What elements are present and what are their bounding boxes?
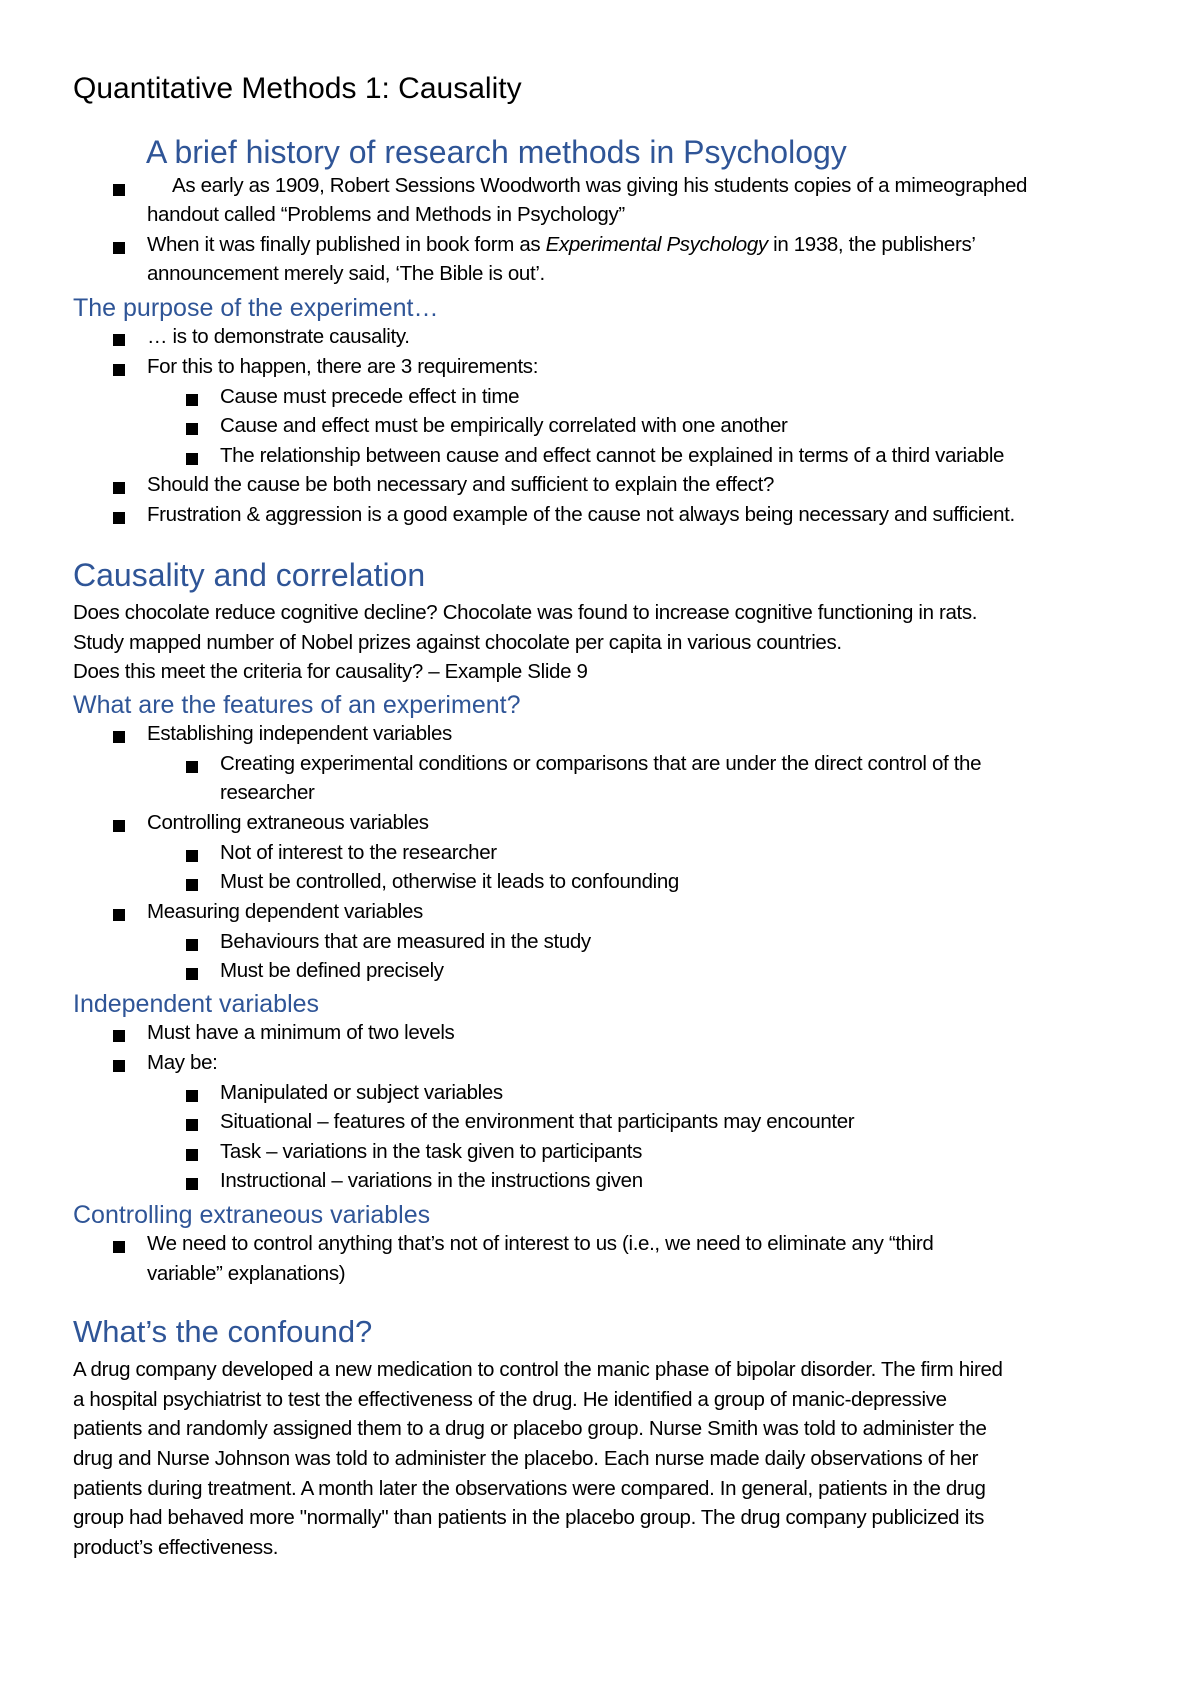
bullet-square-icon — [113, 731, 125, 743]
bullet-square-icon — [186, 1149, 198, 1161]
bullet-square-icon — [186, 850, 198, 862]
confound-line: patients and randomly assigned them to a drug or placebo group. Nurse Smith was told to administer the — [73, 1417, 987, 1440]
bullet-square-icon — [113, 1030, 125, 1042]
confound-line: drug and Nurse Johnson was told to administer the placebo. Each nurse made daily observations of her — [73, 1447, 979, 1470]
bullet-square-icon — [186, 939, 198, 951]
requirement-item: Cause must precede effect in time — [220, 385, 520, 408]
correlation-line: Does this meet the criteria for causality? – Example Slide 9 — [73, 660, 588, 683]
feature-sub-item: Behaviours that are measured in the study — [220, 930, 591, 953]
correlation-heading: Causality and correlation — [73, 557, 426, 593]
history-bullet-1-line-1: As early as 1909, Robert Sessions Woodworth was giving his students copies of a mimeographed — [172, 174, 1028, 197]
history-bullet-1-line-2: handout called “Problems and Methods in Psychology” — [147, 203, 625, 226]
feature-sub-item: Must be defined precisely — [220, 959, 444, 982]
confound-heading: What’s the confound? — [73, 1314, 373, 1349]
correlation-line: Does chocolate reduce cognitive decline? Chocolate was found to increase cognitive functioning in rats. — [73, 601, 978, 624]
confound-line: product’s effectiveness. — [73, 1536, 279, 1559]
bullet-square-icon — [186, 879, 198, 891]
history-bullet-2-line-1: When it was finally published in book form as Experimental Psychology in 1938, the publishers’ — [147, 233, 976, 256]
bullet-square-icon — [186, 968, 198, 980]
bullet-square-icon — [186, 423, 198, 435]
independent-item: May be: — [147, 1051, 218, 1074]
feature-item: Measuring dependent variables — [147, 900, 423, 923]
bullet-square-icon — [113, 242, 125, 254]
confound-line: A drug company developed a new medication to control the manic phase of bipolar disorder. The firm hired — [73, 1358, 1003, 1381]
correlation-line: Study mapped number of Nobel prizes against chocolate per capita in various countries. — [73, 631, 842, 654]
bullet-square-icon — [113, 482, 125, 494]
independent-sub-item: Instructional – variations in the instructions given — [220, 1169, 643, 1192]
purpose-item: Frustration & aggression is a good example of the cause not always being necessary and sufficient. — [147, 503, 1015, 526]
features-heading: What are the features of an experiment? — [73, 691, 521, 719]
bullet-square-icon — [186, 453, 198, 465]
purpose-item: Should the cause be both necessary and sufficient to explain the effect? — [147, 473, 775, 496]
extraneous-heading: Controlling extraneous variables — [73, 1201, 431, 1229]
feature-item: Controlling extraneous variables — [147, 811, 429, 834]
document-title: Quantitative Methods 1: Causality — [73, 72, 522, 105]
bullet-square-icon — [113, 909, 125, 921]
confound-line: a hospital psychiatrist to test the effectiveness of the drug. He identified a group of manic-depressive — [73, 1388, 947, 1411]
feature-sub-item: Must be controlled, otherwise it leads to confounding — [220, 870, 679, 893]
bullet-square-icon — [186, 1178, 198, 1190]
independent-sub-item: Manipulated or subject variables — [220, 1081, 503, 1104]
independent-sub-item: Task – variations in the task given to participants — [220, 1140, 642, 1163]
bullet-square-icon — [186, 1119, 198, 1131]
bullet-square-icon — [113, 364, 125, 376]
feature-sub-item: Creating experimental conditions or comparisons that are under the direct control of the — [220, 752, 982, 775]
bullet-square-icon — [186, 394, 198, 406]
purpose-item: For this to happen, there are 3 requirements: — [147, 355, 539, 378]
independent-sub-item: Situational – features of the environment that participants may encounter — [220, 1110, 855, 1133]
bullet-square-icon — [113, 1060, 125, 1072]
history-heading: A brief history of research methods in Psychology — [146, 134, 847, 170]
requirement-item: Cause and effect must be empirically correlated with one another — [220, 414, 788, 437]
extraneous-line-1: We need to control anything that’s not of interest to us (i.e., we need to eliminate any “third — [147, 1232, 934, 1255]
confound-line: group had behaved more "normally" than patients in the placebo group. The drug company publicized its — [73, 1506, 985, 1529]
independent-heading: Independent variables — [73, 990, 320, 1018]
book-title: Experimental Psychology — [545, 233, 768, 256]
feature-item: Establishing independent variables — [147, 722, 452, 745]
history-bullet-2-line-2: announcement merely said, ‘The Bible is out’. — [147, 262, 545, 285]
confound-line: patients during treatment. A month later the observations were compared. In general, patients in the drug — [73, 1477, 986, 1500]
bullet-square-icon — [113, 334, 125, 346]
bullet-square-icon — [186, 1090, 198, 1102]
independent-item: Must have a minimum of two levels — [147, 1021, 455, 1044]
bullet-square-icon — [113, 512, 125, 524]
requirement-item: The relationship between cause and effect cannot be explained in terms of a third variable — [220, 444, 1005, 467]
purpose-item: … is to demonstrate causality. — [147, 325, 410, 348]
feature-sub-item: Not of interest to the researcher — [220, 841, 497, 864]
purpose-heading: The purpose of the experiment… — [73, 294, 439, 322]
bullet-square-icon — [113, 184, 125, 196]
bullet-square-icon — [186, 761, 198, 773]
feature-sub-item-cont: researcher — [220, 781, 315, 804]
extraneous-line-2: variable” explanations) — [147, 1262, 346, 1285]
bullet-square-icon — [113, 1241, 125, 1253]
bullet-square-icon — [113, 820, 125, 832]
